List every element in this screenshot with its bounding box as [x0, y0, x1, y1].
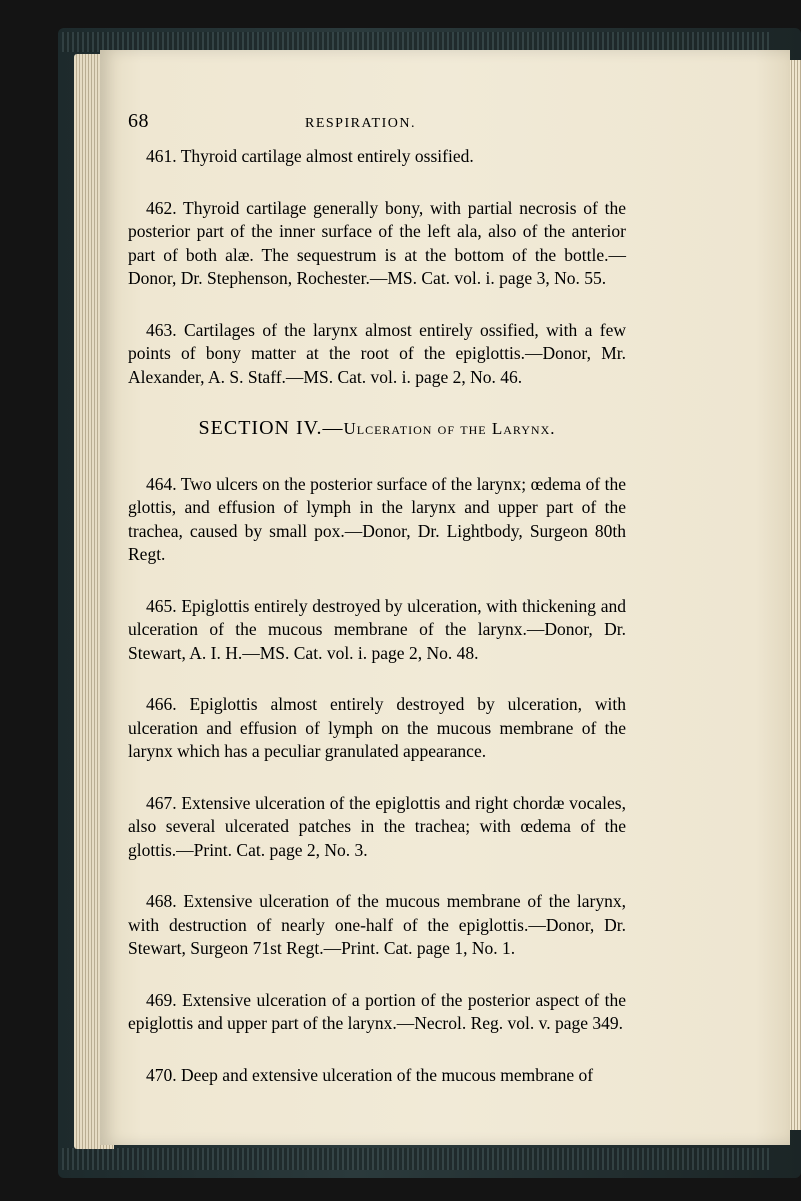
entry-text: Extensive ulceration of the epiglottis and right chordæ vocales, also several ulcerated patches in the trachea; with œdema of the glottis.—Print. Cat. page 2, No. 3. — [128, 792, 626, 860]
catalog-entry — [128, 693, 626, 764]
entry-number: 465. — [146, 595, 177, 616]
catalog-entry — [128, 595, 626, 666]
catalog-entry — [128, 197, 626, 291]
entry-number: 470. — [146, 1064, 177, 1085]
section-label: SECTION IV.— — [198, 417, 344, 439]
entry-number: 467. — [146, 792, 177, 813]
entry-text: Deep and extensive ulceration of the mucous membrane of — [181, 1064, 594, 1085]
page-header — [128, 110, 548, 134]
section-title: Ulceration of the Larynx. — [343, 419, 556, 438]
catalog-entry — [128, 473, 626, 567]
entry-number: 466. — [146, 694, 177, 714]
entry-number: 469. — [146, 989, 177, 1010]
catalog-entry — [128, 1064, 626, 1088]
catalog-entry — [128, 890, 626, 961]
catalog-entry — [128, 319, 626, 390]
page-number: 68 — [128, 110, 149, 132]
entry-text: Thyroid cartilage generally bony, with partial necrosis of the posterior part of the inner surface of the left ala, also of the anterior part of both alæ. The sequestrum is at the bottom of the bottle.—Donor, Dr. Stephenson, Rochester.—MS. Cat. vol. i. page 3, No. 55. — [128, 197, 626, 288]
entry-text: Epiglottis almost entirely destroyed by ulceration, with ulceration and effusion of lymph on the mucous membrane of the larynx which has a peculiar granulated appearance. — [128, 694, 626, 761]
entry-number: 464. — [146, 473, 177, 494]
catalog-entry — [128, 145, 626, 169]
entry-text: Extensive ulceration of the mucous membrane of the larynx, with destruction of nearly one-half of the epiglottis.—Donor, Dr. Stewart, Surgeon 71st Regt.—Print. Cat. page 1, No. 1. — [128, 891, 627, 958]
entry-number: 468. — [146, 891, 177, 911]
entry-text: Extensive ulceration of a portion of the posterior aspect of the epiglottis and upper part of the larynx.—Necrol. Reg. vol. v. page 349. — [128, 989, 627, 1033]
running-head: RESPIRATION. — [305, 116, 416, 131]
catalog-entry — [128, 792, 626, 863]
entry-number: 463. — [146, 319, 177, 340]
entry-text: Cartilages of the larynx almost entirely ossified, with a few points of bony matter at the root of the epiglottis.—Donor, Mr. Alexander, A. S. Staff.—MS. Cat. vol. i. page 2, No. 46. — [128, 319, 626, 387]
entry-number: 462. — [146, 197, 177, 218]
cover-texture-bottom — [62, 1148, 772, 1170]
page-body — [128, 145, 626, 1115]
entry-text: Two ulcers on the posterior surface of the larynx; œdema of the glottis, and effusion of lymph in the larynx and upper part of the trachea, caused by small pox.—Donor, Dr. Lightbody, Surgeon 80th Regt. — [128, 473, 626, 564]
entry-text: Thyroid cartilage almost entirely ossified. — [180, 146, 474, 166]
section-heading — [128, 417, 626, 441]
cover-texture-top — [62, 32, 772, 52]
entry-text: Epiglottis entirely destroyed by ulceration, with thickening and ulceration of the mucous membrane of the larynx.—Donor, Dr. Stewart, A. I. H.—MS. Cat. vol. i. page 2, No. 48. — [128, 595, 626, 663]
entry-number: 461. — [146, 146, 177, 166]
catalog-entry — [128, 989, 626, 1036]
